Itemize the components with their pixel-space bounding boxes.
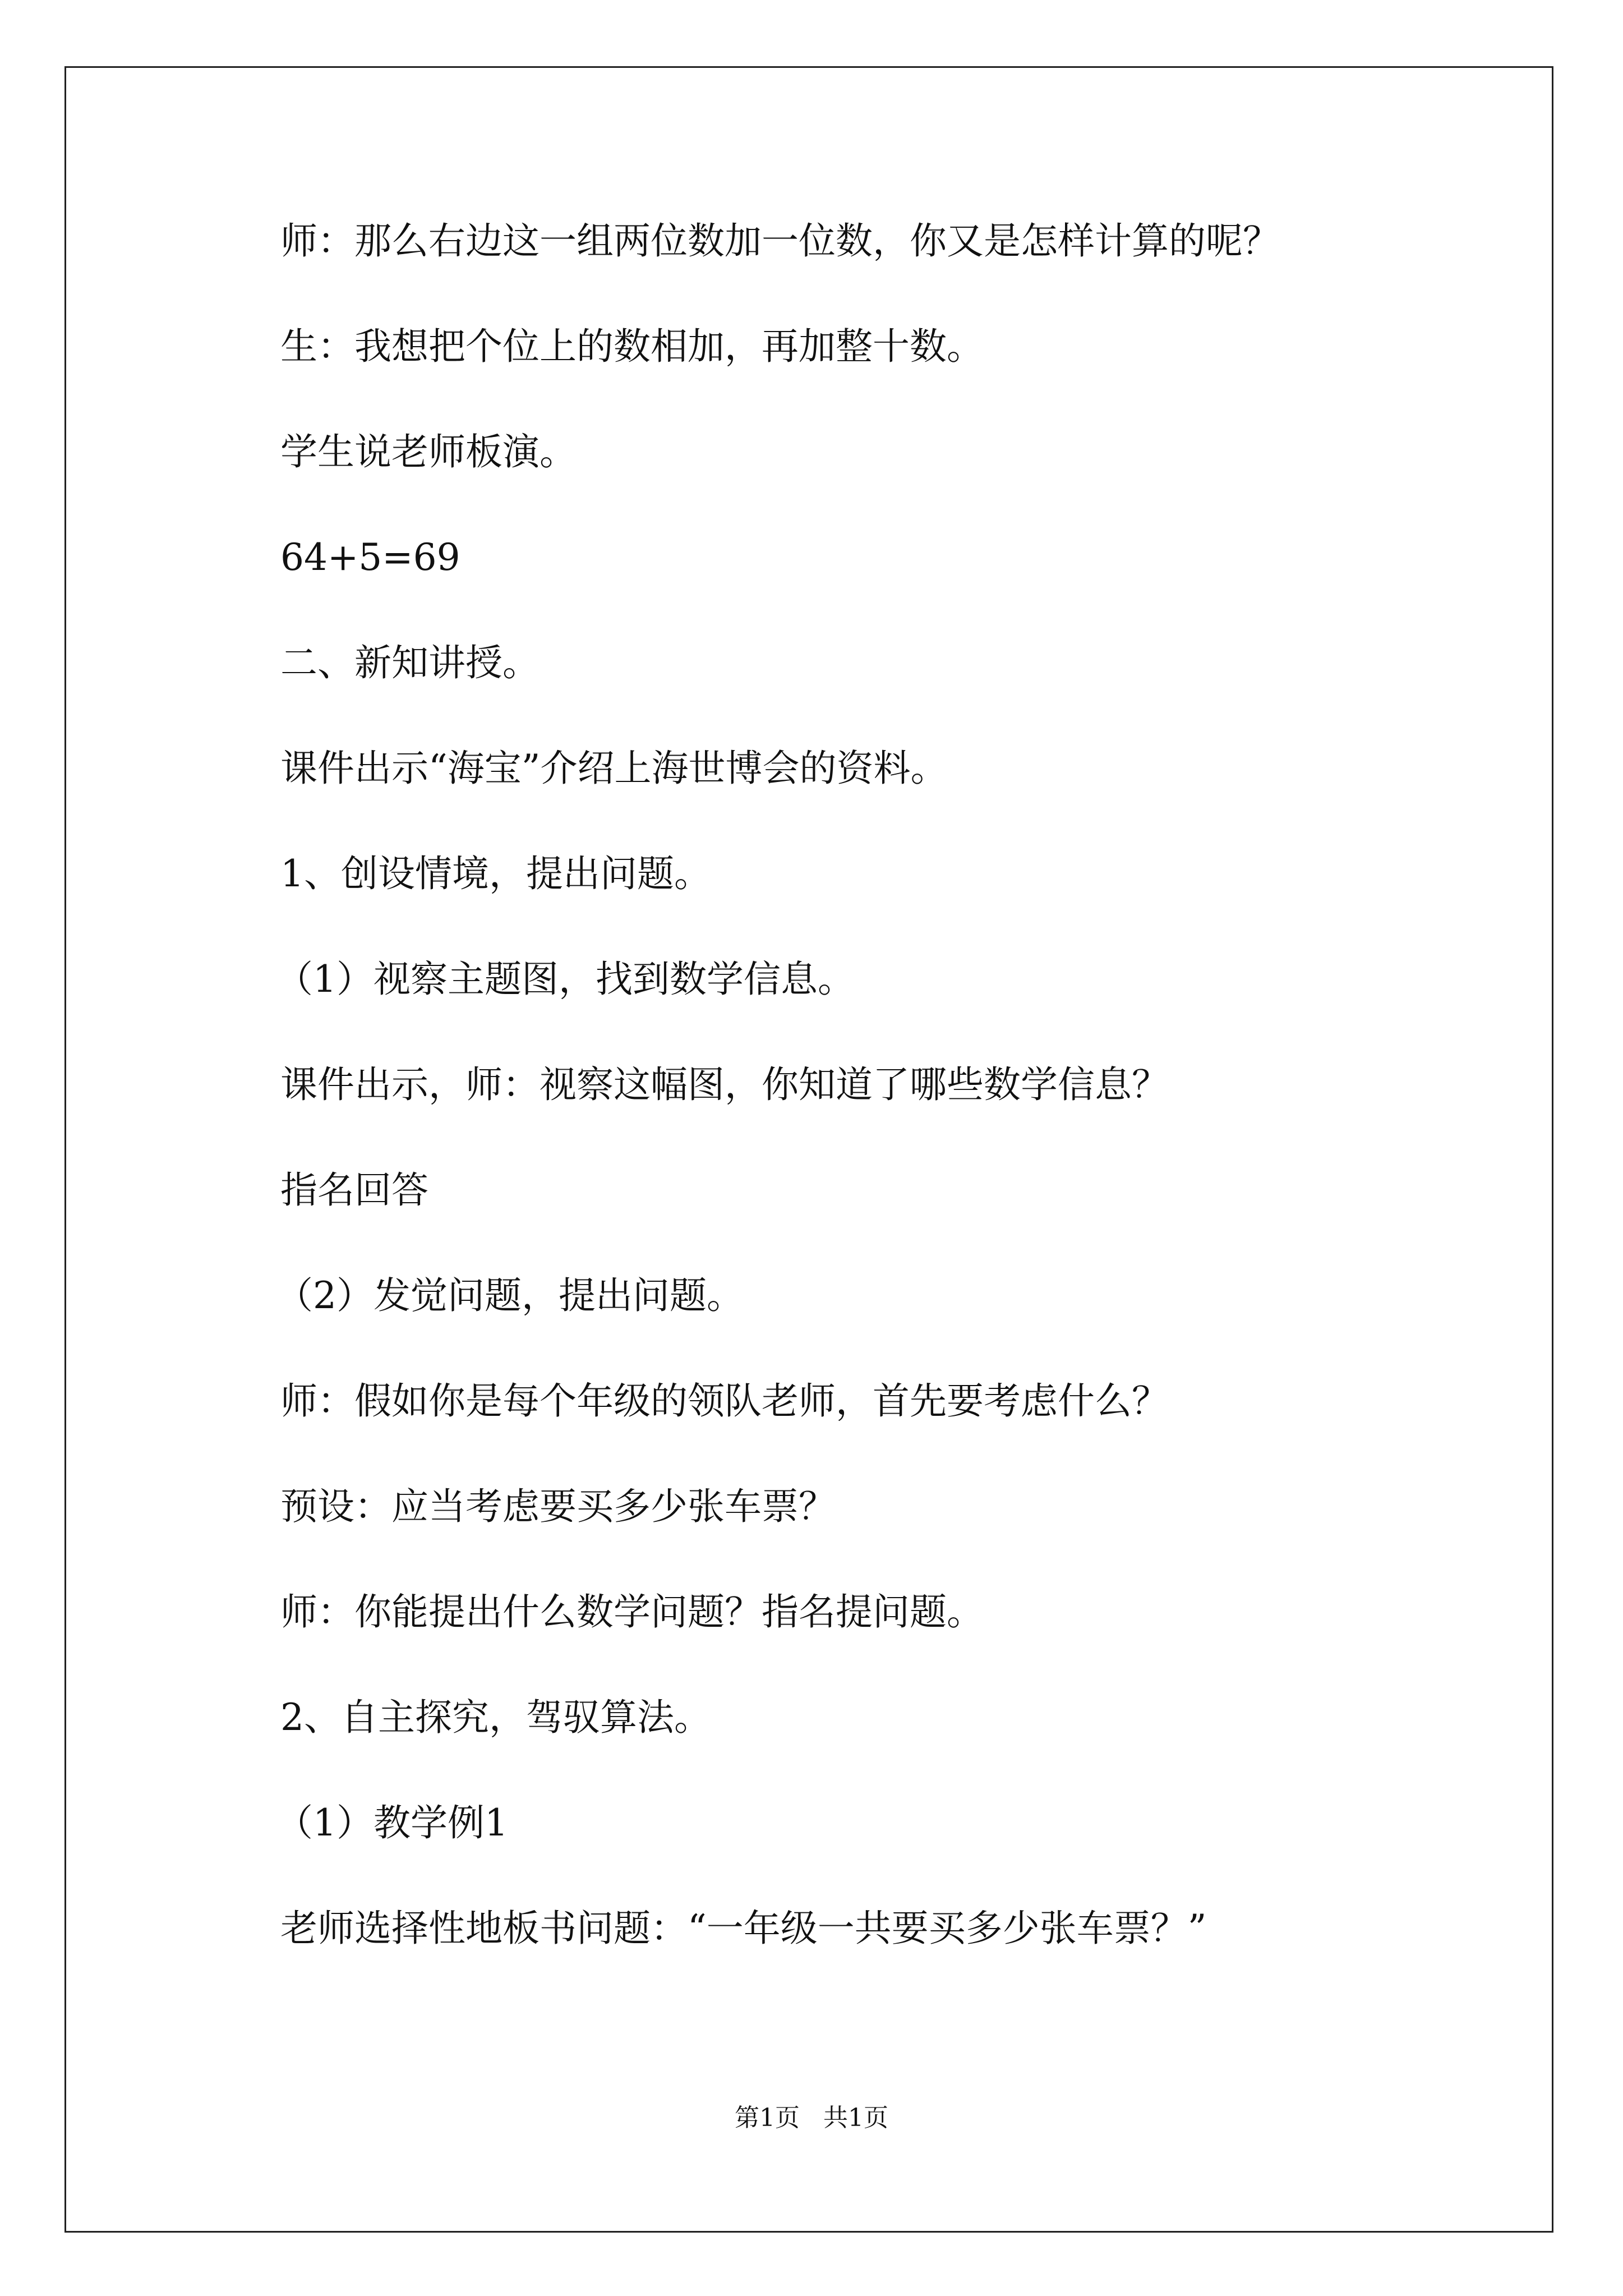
paragraph: 课件出示，师：视察这幅图，你知道了哪些数学信息？ [280,1063,1169,1106]
paragraph: 师：那么右边这一组两位数加一位数，你又是怎样计算的呢？ [280,219,1280,263]
step-heading: （2）发觉问题，提出问题。 [276,1274,744,1317]
paragraph: 老师选择性地板书问题：“一年级一共要买多少张车票？” [280,1907,1207,1950]
paragraph: 课件出示“海宝”介绍上海世博会的资料。 [280,747,948,790]
page-number-footer: 第1页 共1页 [735,2104,888,2132]
section-heading: 二、新知讲授。 [280,641,540,684]
paragraph: 预设：应当考虑要买多少张车票？ [280,1485,836,1528]
paragraph: 师：你能提出什么数学问题？指名提问题。 [280,1590,984,1634]
subsection-heading: 2、自主探究，驾驭算法。 [280,1696,711,1739]
paragraph: 指名回答 [280,1168,428,1212]
document-body [276,219,1458,2012]
paragraph: 学生说老师板演。 [280,430,577,473]
paragraph: 师：假如你是每个年级的领队老师，首先要考虑什么？ [280,1379,1169,1423]
equation-line: 64+5=69 [280,536,460,579]
step-heading: （1）视察主题图，找到数学信息。 [276,958,855,1001]
subsection-heading: 1、创设情境，提出问题。 [280,852,711,895]
step-heading: （1）教学例1 [276,1801,508,1844]
paragraph: 生：我想把个位上的数相加，再加整十数。 [280,325,984,368]
